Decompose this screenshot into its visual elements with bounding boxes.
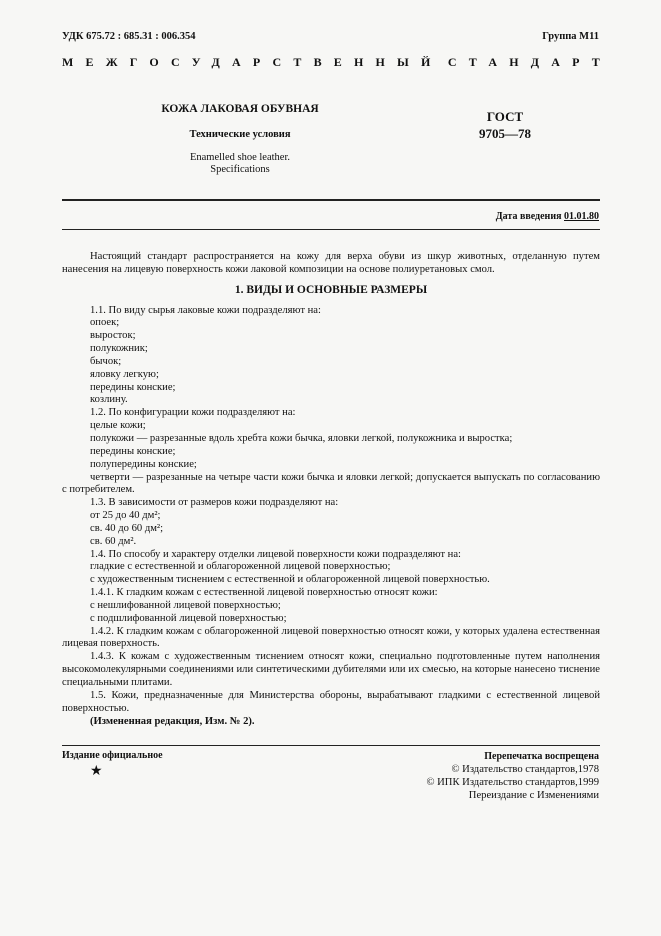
introduction-date bbox=[496, 211, 599, 222]
gost-number: 9705—78 bbox=[479, 126, 531, 141]
clause-1-3: 1.3. В зависимости от размеров кожи подразделяют на: bbox=[90, 497, 339, 509]
english-title-line2: Specifications bbox=[210, 164, 270, 175]
clause-1-4-2: 1.4.2. К гладким кожам с облагороженной лицевой поверхностью относят кожи, у которых удалена естественная лицевая поверхность. bbox=[62, 625, 600, 650]
document-body bbox=[62, 251, 600, 728]
clause-1-4: 1.4. По способу и характеру отделки лицевой поверхности кожи подразделяют на: bbox=[90, 548, 461, 560]
english-title-line1: Enamelled shoe leather. bbox=[189, 152, 290, 163]
group-code: Группа М11 bbox=[542, 31, 599, 42]
standard-type-word2: СТАНДАРТ bbox=[447, 55, 612, 69]
clause-1-2-list bbox=[62, 420, 600, 497]
date-divider bbox=[62, 229, 600, 230]
document-subtitle: Технические условия bbox=[189, 129, 291, 140]
list-item: гладкие с естественной и облагороженной лицевой поверхностью; bbox=[90, 561, 391, 573]
footer-divider bbox=[62, 745, 600, 746]
copyright-block bbox=[426, 750, 599, 802]
list-item: четверти — разрезанные на четыре части кожи бычка и яловки легкой; допускается выпускать по согласованию с потребителем. bbox=[62, 471, 600, 496]
clause-1-2: 1.2. По конфигурации кожи подразделяют на: bbox=[90, 407, 296, 419]
reissue-note: Переиздание с Изменениями bbox=[468, 790, 599, 801]
list-item: передины конские; bbox=[90, 445, 176, 457]
introduction-date-value: 01.01.80 bbox=[564, 211, 599, 222]
clause-1-4-1-list bbox=[62, 600, 600, 626]
clause-1-3-list bbox=[62, 510, 600, 549]
list-item: передины конские; bbox=[90, 381, 176, 393]
standard-type-word1: МЕЖГОСУДАРСТВЕННЫЙ bbox=[62, 55, 443, 69]
list-item: с нешлифованной лицевой поверхностью; bbox=[90, 599, 281, 611]
official-edition-label: Издание официальное bbox=[62, 750, 163, 761]
clause-1-4-list bbox=[62, 561, 600, 587]
gost-label: ГОСТ bbox=[486, 109, 524, 124]
reprint-notice: Перепечатка воспрещена bbox=[484, 751, 599, 762]
list-item: полукожи — разрезанные вдоль хребта кожи бычка, яловки легкой, полукожника и выростка; bbox=[90, 432, 513, 444]
list-item: с художественным тиснением с естественной и облагороженной лицевой поверхностью. bbox=[90, 574, 490, 586]
introduction-date-label: Дата введения bbox=[495, 211, 562, 222]
list-item: выросток; bbox=[90, 330, 136, 342]
english-title bbox=[140, 152, 340, 176]
list-item: от 25 до 40 дм²; bbox=[90, 510, 161, 522]
intro-paragraph: Настоящий стандарт распространяется на кожу для верха обуви из шкур животных, отделанную путем нанесения на лицевую поверхность кожи лаковой композиции на основе полиуретановых смол. bbox=[62, 251, 600, 275]
revision-note: (Измененная редакция, Изм. № 2). bbox=[90, 715, 255, 727]
section-1-title: 1. ВИДЫ И ОСНОВНЫЕ РАЗМЕРЫ bbox=[234, 283, 428, 296]
list-item: опоек; bbox=[90, 317, 120, 329]
copyright-1999: © ИПК Издательство стандартов,1999 bbox=[426, 777, 599, 788]
list-item: св. 40 до 60 дм²; bbox=[90, 522, 164, 534]
clause-1-5: 1.5. Кожи, предназначенные для Министерства обороны, вырабатывают гладкими с естественной лицевой поверхностью. bbox=[62, 689, 600, 714]
clause-1-4-3: 1.4.3. К кожам с художественным тиснением относят кожи, специально подготовленные путем наполнения высокомолекулярными соединениями или синтетическими дубителями или их смесью, на которые нанесено тиснение специальными плитами. bbox=[62, 651, 600, 688]
header-divider bbox=[62, 199, 600, 201]
list-item: с подшлифованной лицевой поверхностью; bbox=[90, 612, 287, 624]
list-item: полукожник; bbox=[90, 343, 148, 355]
list-item: козлину. bbox=[90, 394, 128, 406]
document-title: КОЖА ЛАКОВАЯ ОБУВНАЯ bbox=[161, 103, 319, 115]
star-icon: ★ bbox=[90, 764, 103, 779]
list-item: полупередины конские; bbox=[90, 458, 197, 470]
list-item: яловку легкую; bbox=[90, 368, 159, 380]
udk-code: УДК 675.72 : 685.31 : 006.354 bbox=[62, 31, 196, 42]
list-item: бычок; bbox=[90, 355, 122, 367]
clause-1-1: 1.1. По виду сырья лаковые кожи подразделяют на: bbox=[90, 304, 321, 316]
clause-1-1-list bbox=[62, 317, 600, 407]
clause-1-4-1: 1.4.1. К гладким кожам с естественной лицевой поверхностью относят кожи: bbox=[90, 587, 438, 599]
list-item: св. 60 дм². bbox=[90, 535, 137, 547]
gost-designation bbox=[455, 108, 555, 142]
copyright-1978: © Издательство стандартов,1978 bbox=[451, 764, 599, 775]
list-item: целые кожи; bbox=[90, 420, 146, 432]
